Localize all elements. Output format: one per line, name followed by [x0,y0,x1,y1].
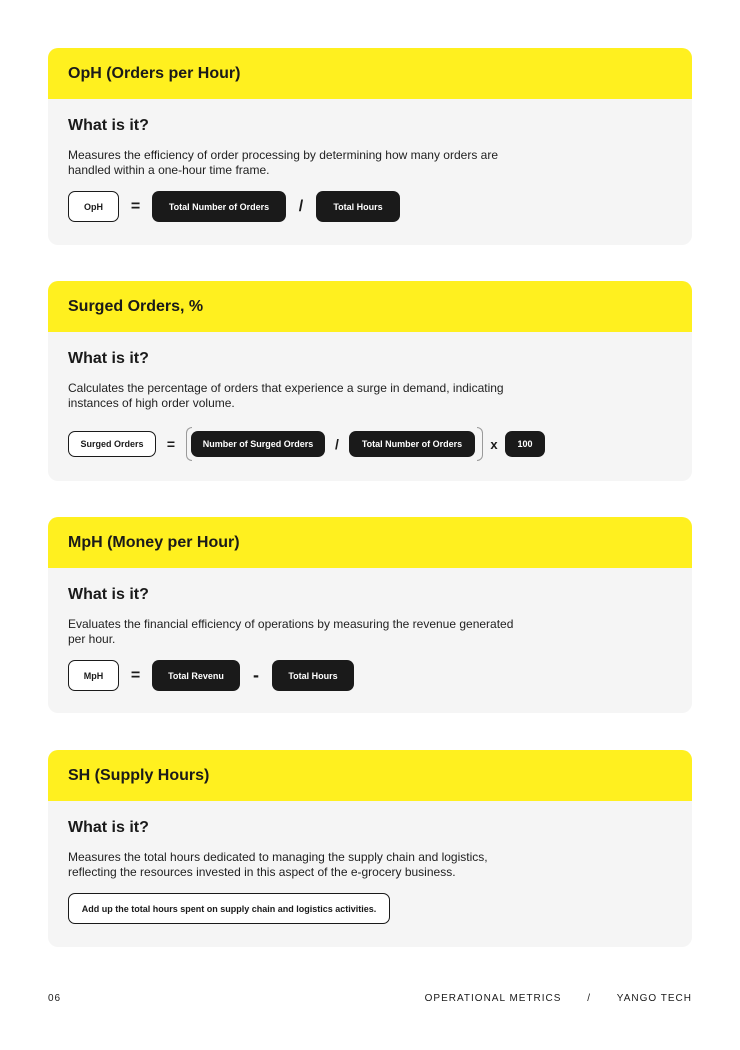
card-title: Surged Orders, % [48,281,692,332]
formula-factor: 100 [505,431,545,457]
divide-sign: / [335,436,339,452]
metric-card-surged-orders [48,281,692,481]
card-subtitle: What is it? [68,819,149,836]
formula-result: Surged Orders [68,431,156,457]
footer-separator: / [587,993,592,1004]
card-title: MpH (Money per Hour) [48,517,692,568]
formula-result: OpH [68,191,119,222]
formula-term-numerator: Number of Surged Orders [191,431,325,457]
equals-sign: = [130,197,141,215]
brand-name: YANGO TECH [616,993,692,1004]
multiply-sign: x [490,436,498,452]
minus-sign: - [253,665,259,685]
formula [68,427,672,461]
formula-note: Add up the total hours spent on supply chain and logistics activities. [68,893,390,924]
card-subtitle: What is it? [68,350,149,367]
card-subtitle: What is it? [68,586,149,603]
section-name: OPERATIONAL METRICS [424,993,562,1004]
card-title: SH (Supply Hours) [48,750,692,801]
card-subtitle: What is it? [68,117,149,134]
card-description: Evaluates the financial efficiency of operations by measuring the revenue generated per hour. [68,617,514,646]
formula-term-denominator: Total Hours [316,191,400,222]
metric-card-oph [48,48,692,245]
formula-term-second: Total Hours [272,660,354,691]
page-number: 06 [48,993,62,1004]
equals-sign: = [130,666,141,684]
formula-result: MpH [68,660,119,691]
formula [68,191,672,222]
equals-sign: = [166,436,176,452]
card-description: Calculates the percentage of orders that experience a surge in demand, indicating instances of high order volume. [68,381,504,410]
formula-term-numerator: Total Number of Orders [152,191,286,222]
divide-sign: / [298,197,304,215]
card-description: Measures the total hours dedicated to managing the supply chain and logistics, reflecting the resources invested in this aspect of the e-grocery business. [68,850,488,879]
metric-card-sh [48,750,692,947]
card-title: OpH (Orders per Hour) [48,48,692,99]
formula-term-denominator: Total Number of Orders [349,431,475,457]
footer-breadcrumb [425,993,692,1004]
metric-card-mph [48,517,692,713]
card-description: Measures the efficiency of order processing by determining how many orders are handled within a one-hour time frame. [68,148,498,177]
formula [68,660,672,691]
page-footer [48,993,692,1004]
formula [68,893,672,924]
formula-term-first: Total Revenu [152,660,240,691]
